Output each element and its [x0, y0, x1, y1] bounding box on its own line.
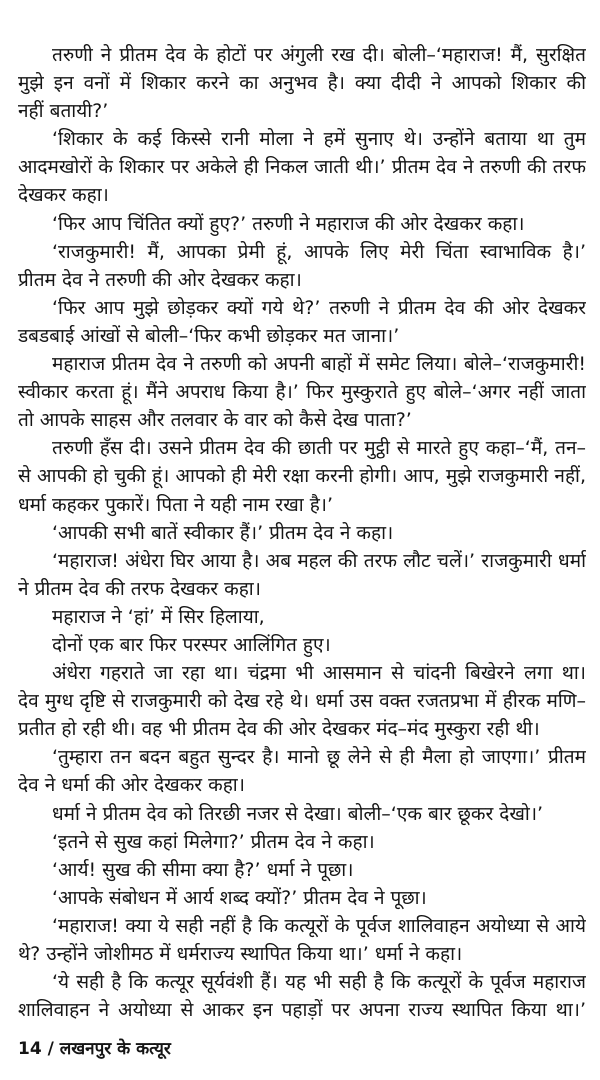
text-line: ‘महाराज! क्या ये सही नहीं है कि कत्यूरों के पूर्वज शालिवाहन अयोध्या से आये [52, 914, 586, 937]
text-line: महाराज ने ‘हां’ में सिर हिलाया, [52, 605, 265, 628]
text-line: आदमखोरों के शिकार पर अकेले ही निकल जाती थी।’ प्रीतम देव ने तरुणी की तरफ [18, 156, 586, 179]
text-line: नहीं बतायी?’ [18, 100, 109, 123]
text-line: दोनों एक बार फिर परस्पर आलिंगित हुए। [52, 633, 331, 656]
text-line: मुझे इन वनों में शिकार करने का अनुभव है। क्या दीदी ने आपको शिकार की [18, 72, 586, 95]
text-line: ‘आर्य! सुख की सीमा क्या है?’ धर्मा ने पूछा। [52, 858, 354, 881]
text-line: देव ने धर्मा की ओर देखकर कहा। [18, 774, 245, 797]
text-line: तरुणी ने प्रीतम देव के होटों पर अंगुली रख दी। बोली–‘महाराज! मैं, सुरक्षित [52, 44, 586, 66]
text-line: थे? उन्होंने जोशीमठ में धर्मराज्य स्थापित किया था।’ धर्मा ने कहा। [18, 943, 463, 965]
text-line: से आपकी हो चुकी हूं। आपको ही मेरी रक्षा करनी होगी। आप, मुझे राजकुमारी नहीं, [18, 465, 586, 488]
text-line: देखकर कहा। [18, 184, 109, 207]
text-line: प्रीतम देव ने तरुणी की ओर देखकर कहा। [18, 268, 302, 291]
text-line: ‘इतने से सुख कहां मिलेगा?’ प्रीतम देव ने कहा। [52, 830, 375, 853]
text-line: ‘फिर आप चिंतित क्यों हुए?’ तरुणी ने महाराज की ओर देखकर कहा। [52, 212, 525, 235]
page-footer: 14 / लखनपुर के कत्यूर [18, 1039, 171, 1059]
text-line: महाराज प्रीतम देव ने तरुणी को अपनी बाहों में समेट लिया। बोले–‘राजकुमारी! [52, 353, 586, 376]
text-line: धर्मा ने प्रीतम देव को तिरछी नजर से देखा। बोली–‘एक बार छूकर देखो।’ [52, 802, 544, 825]
text-line: स्वीकार करता हूं। मैंने अपराध किया है।’ फिर मुस्कुराते हुए बोले–‘अगर नहीं जाता [18, 381, 586, 404]
text-line: ‘ये सही है कि कत्यूर सूर्यवंशी हैं। यह भी सही है कि कत्यूरों के पूर्वज महाराज [52, 971, 586, 994]
text-line: शालिवाहन ने अयोध्या से आकर इन पहाड़ों पर अपना राज्य स्थापित किया था।’ [18, 999, 586, 1022]
text-line: तो आपके साहस और तलवार के वार को कैसे देख पाता?’ [18, 409, 412, 432]
text-line: देव मुग्ध दृष्टि से राजकुमारी को देख रहे थे। धर्मा उस वक्त रजतप्रभा में हीरक मणि– [18, 690, 586, 713]
text-line: ‘फिर आप मुझे छोड़कर क्यों गये थे?’ तरुणी ने प्रीतम देव की ओर देखकर [52, 296, 586, 319]
text-line: तरुणी हँस दी। उसने प्रीतम देव की छाती पर मुट्ठी से मारते हुए कहा–‘मैं, तन– [52, 437, 586, 460]
text-line: धर्मा कहकर पुकारें। पिता ने यही नाम रखा है।’ [18, 493, 334, 516]
page-body [18, 41, 586, 1024]
text-line: डबडबाई आंखों से बोली–‘फिर कभी छोड़कर मत जाना।’ [18, 324, 400, 347]
text-line: ‘आपकी सभी बातें स्वीकार हैं।’ प्रीतम देव ने कहा। [52, 521, 394, 544]
text-line: प्रतीत हो रही थी। वह भी प्रीतम देव की ओर देखकर मंद–मंद मुस्कुरा रही थी। [18, 718, 540, 741]
text-line: ‘महाराज! अंधेरा घिर आया है। अब महल की तरफ लौट चलें।’ राजकुमारी धर्मा [52, 549, 586, 572]
text-line: ‘शिकार के कई किस्से रानी मोला ने हमें सुनाए थे। उन्होंने बताया था तुम [52, 128, 586, 151]
text-line: ‘राजकुमारी! मैं, आपका प्रेमी हूं, आपके लिए मेरी चिंता स्वाभाविक है।’ [52, 240, 586, 263]
text-line: ‘तुम्हारा तन बदन बहुत सुन्दर है। मानो छू लेने से ही मैला हो जाएगा।’ प्रीतम [52, 746, 586, 769]
text-line: अंधेरा गहराते जा रहा था। चंद्रमा भी आसमान से चांदनी बिखेरने लगा था। [52, 662, 586, 685]
text-line: ने प्रीतम देव की तरफ देखकर कहा। [18, 577, 261, 600]
text-line: ‘आपके संबोधन में आर्य शब्द क्यों?’ प्रीतम देव ने पूछा। [52, 886, 427, 909]
